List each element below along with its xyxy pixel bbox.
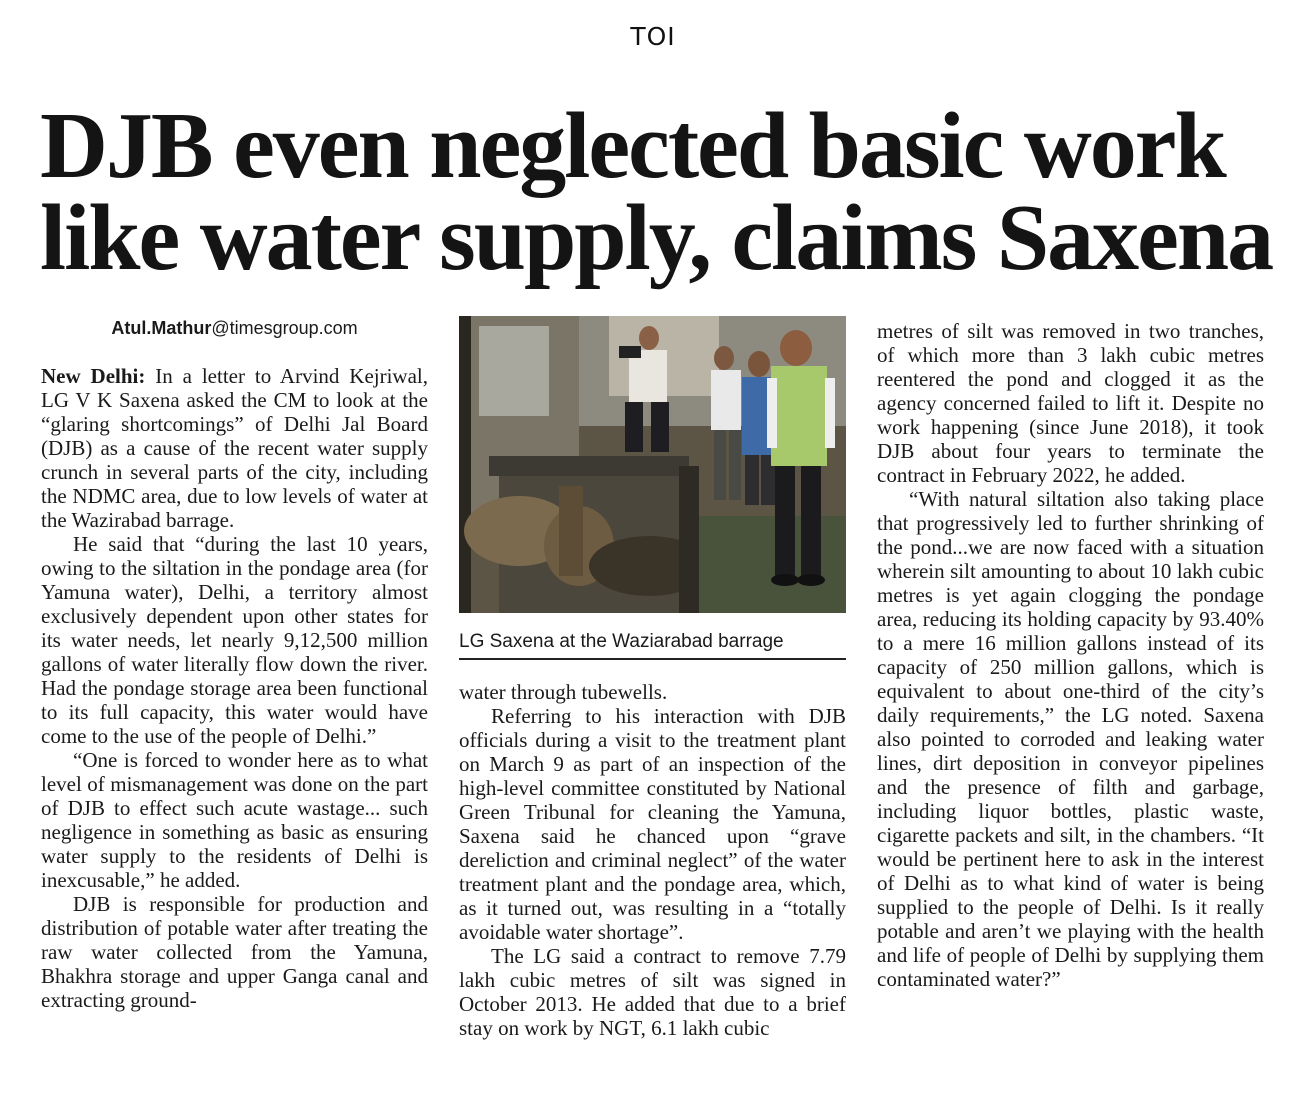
headline: [40, 94, 1273, 290]
article-column-3: [877, 319, 1264, 991]
headline-line-1: DJB even neglected basic work: [40, 94, 1225, 198]
dateline: New Delhi:: [41, 364, 146, 388]
paragraph-1: [41, 364, 428, 532]
news-photo: [459, 316, 846, 613]
paragraph-4-part-2: water through tubewells.: [459, 680, 668, 704]
paragraph-7: “With natural siltation also taking place that progressively led to further shrinking of the pond...we are now faced with a situation wherein silt amounting to about 10 lakh cubic metres is yet again clogging the pondage area, reducing its holding capacity by 93.40% to a mere 16 million gallons instead of its capacity of 250 million gallons, which is equivalent to about one-third of the city’s daily requirements,” the LG noted. Saxena also pointed to corroded and leaking water lines, dirt deposition in conveyor pipelines and the presence of filth and garbage, including liquor bottles, plastic waste, cigarette packets and silt, in the chambers. “It would be pertinent here to ask in the interest of Delhi as to what kind of water is being supplied to the people of Delhi. Is it really potable and aren’t we playing with the health and life of people of Delhi by supplying them contaminated water?”: [877, 487, 1264, 991]
publication-source: TOI: [630, 22, 676, 51]
article-column-1: [41, 316, 428, 1012]
paragraph-3: “One is forced to wonder here as to what level of mismanagement was done on the part of DJB to effect such acute wastage... such negligence in something as basic as ensuring water supply to the residents of Delhi is inexcusable,” he added.: [41, 748, 428, 892]
headline-line-2: like water supply, claims Saxena: [40, 186, 1273, 290]
paragraph-1-text: In a letter to Arvind Kejriwal, LG V K Saxena asked the CM to look at the “glaring shortcomings” of Delhi Jal Board (DJB) as a cause of the recent water supply crunch in several parts of the city, including the NDMC area, due to low levels of water at the Wazirabad barrage.: [41, 364, 429, 532]
paragraph-6-part-2: metres of silt was removed in two tranches, of which more than 3 lakh cubic metres reentered the pond and clogged it as the agency concerned failed to lift it. Despite no work happening (since June 2018), it took DJB about four years to terminate the contract in February 2022, he added.: [877, 319, 1264, 487]
photo-caption: LG Saxena at the Waziarabad barrage: [459, 631, 784, 652]
paragraph-4-part-1: DJB is responsible for production and distribution of potable water after treating the raw water collected from the Yamuna, Bhakhra storage and upper Ganga canal and extracting ground-: [41, 892, 428, 1012]
paragraph-5: Referring to his interaction with DJB officials during a visit to the treatment plant on March 9 as part of an inspection of the high-level committee constituted by National Green Tribunal for cleaning the Yamuna, Saxena said he chanced upon “grave dereliction and criminal neglect” of the water treatment plant and the pondage area, which, as it turned out, was resulting in a “totally avoidable water shortage”.: [459, 704, 846, 944]
paragraph-6-part-1: The LG said a contract to remove 7.79 lakh cubic metres of silt was signed in October 2013. He added that due to a brief stay on work by NGT, 6.1 lakh cubic: [459, 944, 846, 1040]
paragraph-2: He said that “during the last 10 years, owing to the siltation in the pondage area (for Yamuna water), Delhi, a territory almost exclusively dependent upon other states for its water needs, let nearly 9,12,500 million gallons of water literally flow down the river. Had the pondage storage area been functional to its full capacity, this water would have come to the use of the people of Delhi.”: [41, 532, 428, 748]
byline: [41, 316, 428, 340]
byline-name: Atul.Mathur: [111, 318, 212, 338]
photo-illustration: [459, 316, 846, 613]
byline-domain: @timesgroup.com: [211, 318, 358, 338]
caption-divider: [459, 658, 846, 660]
article-column-2: [459, 680, 846, 1040]
